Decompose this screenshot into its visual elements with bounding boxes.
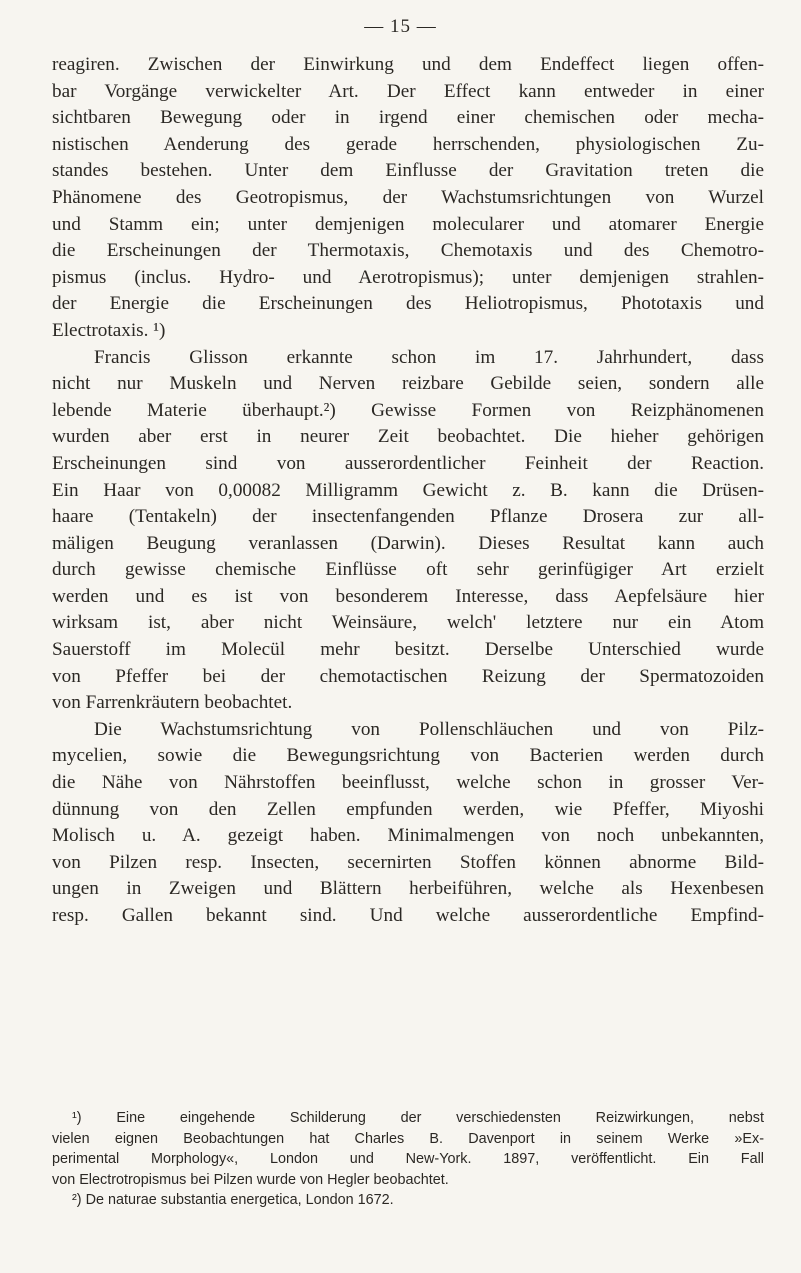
footnote-line: von Electrotropismus bei Pilzen wurde von Hegler beobachtet.: [52, 1171, 449, 1188]
text-line: resp. Gallen bekannt sind. Und welche ausserordentliche Empfind-: [52, 905, 764, 926]
text-line: Electrotaxis. ¹): [52, 319, 166, 341]
text-line: nistischen Aenderung des gerade herrschenden, physiologischen Zu-: [52, 133, 764, 155]
footnotes: [52, 1108, 764, 1211]
text-line: haare (Tentakeln) der insectenfangenden Pflanze Drosera zur all-: [52, 506, 764, 528]
footnote-line: ²) De naturae substantia energetica, London 1672.: [72, 1192, 394, 1208]
text-line: lebende Materie überhaupt.²) Gewisse Formen von Reizphänomenen: [52, 399, 764, 421]
text-line: sichtbaren Bewegung oder in irgend einer chemischen oder mecha-: [52, 107, 764, 129]
text-line: ungen in Zweigen und Blättern herbeiführen, welche als Hexenbesen: [52, 878, 764, 900]
text-line: durch gewisse chemische Einflüsse oft sehr gerinfügiger Art erzielt: [52, 559, 764, 581]
text-line: werden und es ist von besonderem Interesse, dass Aepfelsäure hier: [52, 585, 764, 607]
text-line: reagiren. Zwischen der Einwirkung und dem Endeffect liegen offen-: [52, 54, 764, 75]
text-line: Ein Haar von 0,00082 Milligramm Gewicht z. B. kann die Drüsen-: [52, 479, 764, 501]
text-line: standes bestehen. Unter dem Einflusse der Gravitation treten die: [52, 160, 764, 182]
body-text: [52, 52, 764, 930]
page-number: — 15 —: [364, 16, 437, 37]
text-line: bar Vorgänge verwickelter Art. Der Effect kann entweder in einer: [52, 80, 764, 102]
text-line: die Nähe von Nährstoffen beeinflusst, welche schon in grosser Ver-: [52, 772, 764, 794]
text-line: Francis Glisson erkannte schon im 17. Jahrhundert, dass: [94, 346, 764, 368]
text-line: von Pilzen resp. Insecten, secernirten Stoffen können abnorme Bild-: [52, 851, 764, 873]
footnote-line: vielen eignen Beobachtungen hat Charles B. Davenport in seinem Werke »Ex-: [52, 1130, 764, 1147]
text-line: pismus (inclus. Hydro- und Aerotropismus); unter demjenigen strahlen-: [52, 266, 764, 288]
text-line: mäligen Beugung veranlassen (Darwin). Dieses Resultat kann auch: [52, 532, 764, 554]
text-line: von Farrenkräutern beobachtet.: [52, 692, 293, 714]
text-line: Phänomene des Geotropismus, der Wachstumsrichtungen von Wurzel: [52, 186, 764, 208]
text-line: und Stamm ein; unter demjenigen molecularer und atomarer Energie: [52, 213, 764, 235]
text-line: mycelien, sowie die Bewegungsrichtung von Bacterien werden durch: [52, 745, 764, 767]
text-line: die Erscheinungen der Thermotaxis, Chemotaxis und des Chemotro-: [52, 240, 764, 262]
text-line: der Energie die Erscheinungen des Heliotropismus, Phototaxis und: [52, 293, 764, 315]
text-line: Molisch u. A. gezeigt haben. Minimalmengen von noch unbekannten,: [52, 825, 764, 847]
text-line: von Pfeffer bei der chemotactischen Reizung der Spermatozoiden: [52, 665, 764, 687]
text-line: Sauerstoff im Molecül mehr besitzt. Derselbe Unterschied wurde: [52, 639, 764, 661]
text-line: dünnung von den Zellen empfunden werden, wie Pfeffer, Miyoshi: [52, 798, 764, 820]
text-line: nicht nur Muskeln und Nerven reizbare Gebilde seien, sondern alle: [52, 373, 764, 395]
text-line: wurden aber erst in neurer Zeit beobachtet. Die hieher gehörigen: [52, 426, 764, 448]
text-line: wirksam ist, aber nicht Weinsäure, welch' letztere nur ein Atom: [52, 612, 764, 634]
footnote-line: ¹) Eine eingehende Schilderung der verschiedensten Reizwirkungen, nebst: [72, 1110, 764, 1126]
text-line: Die Wachstumsrichtung von Pollenschläuchen und von Pilz-: [94, 718, 764, 740]
footnote-line: perimental Morphology«, London und New-York. 1897, veröffentlicht. Ein Fall: [52, 1151, 764, 1167]
text-line: Erscheinungen sind von ausserordentlicher Feinheit der Reaction.: [52, 452, 764, 474]
